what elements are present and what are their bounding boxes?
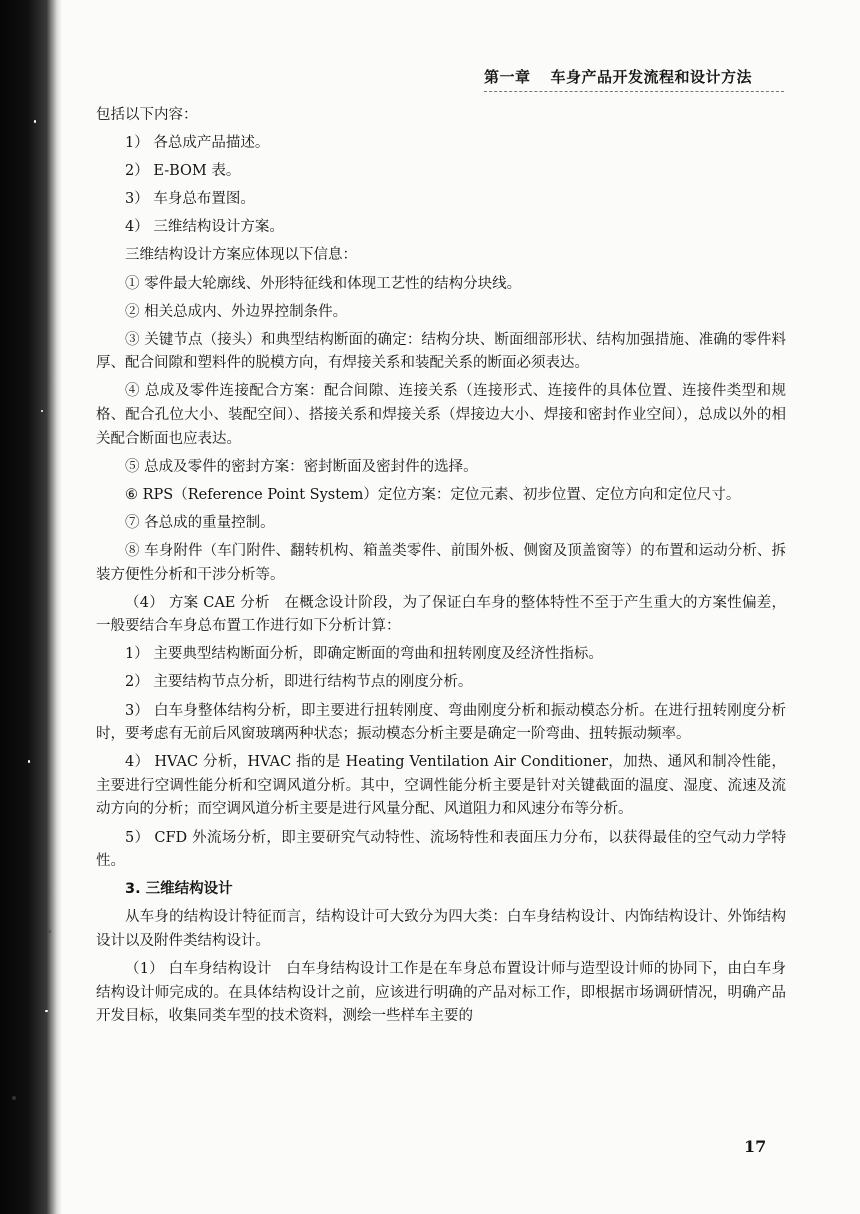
running-header	[484, 66, 784, 87]
page-body	[96, 104, 786, 1033]
paragraph: ⑧ 车身附件（车门附件、翻转机构、箱盖类零件、前围外板、侧窗及顶盖窗等）的布置和运动分析、拆装方便性分析和干涉分析等。	[96, 543, 786, 583]
chapter-title: 车身产品开发流程和设计方法	[550, 68, 753, 86]
scan-speck	[34, 120, 36, 123]
header-rule	[484, 91, 784, 92]
paragraph: 1） 各总成产品描述。	[125, 135, 270, 152]
page-number: 17	[744, 1137, 767, 1156]
paragraph: 2） 主要结构节点分析，即进行结构节点的刚度分析。	[125, 674, 473, 691]
scan-speck	[41, 410, 43, 412]
scan-speck	[48, 930, 51, 933]
chapter-label: 第一章	[484, 68, 531, 86]
paragraph: ③ 关键节点（接头）和典型结构断面的确定：结构分块、断面细部形状、结构加强措施、准确的零件料厚、配合间隙和塑料件的脱模方向，有焊接关系和装配关系的断面必须表达。	[96, 331, 786, 372]
paragraph: 4） HVAC 分析，HVAC 指的是 Heating Ventilation Air Conditioner，加热、通风和制冷性能，主要进行空调性能分析和空调风道分析。其中，空调性能分析主要是针对关键截面的温度、湿度、流速及流动方向的分析；而空调风道分析主要是进行风量分配、风道阻力和风速分布等分析。	[96, 754, 786, 818]
paragraph: 5） CFD 外流场分析，即主要研究气动特性、流场特性和表面压力分布，以获得最佳的空气动力学特性。	[96, 829, 786, 870]
paragraph: ② 相关总成内、外边界控制条件。	[125, 303, 348, 320]
paragraph: 4） 三维结构设计方案。	[125, 219, 284, 236]
paragraph: 从车身的结构设计特征而言，结构设计可大致分为四大类：白车身结构设计、内饰结构设计、外饰结构设计以及附件类结构设计。	[96, 909, 786, 949]
paragraph: ① 零件最大轮廓线、外形特征线和体现工艺性的结构分块线。	[125, 275, 522, 292]
paragraph: 1） 主要典型结构断面分析，即确定断面的弯曲和扭转刚度及经济性指标。	[125, 646, 603, 663]
paragraph: ⑤ 总成及零件的密封方案：密封断面及密封件的选择。	[125, 458, 478, 475]
scan-speck	[12, 1096, 16, 1100]
section-heading: 3. 三维结构设计	[125, 881, 233, 898]
paragraph: ⑦ 各总成的重量控制。	[125, 514, 275, 531]
paragraph: 2） E-BOM 表。	[125, 163, 241, 180]
paragraph: （4） 方案 CAE 分析 在概念设计阶段，为了保证白车身的整体特性不至于产生重大的方案性偏差，一般要结合车身总布置工作进行如下分析计算：	[96, 594, 786, 635]
scan-speck	[28, 760, 30, 763]
paragraph: ⑥ RPS（Reference Point System）定位方案：定位元素、初步位置、定位方向和定位尺寸。	[125, 486, 741, 503]
paragraph: ④ 总成及零件连接配合方案：配合间隙、连接关系（连接形式、连接件的具体位置、连接件类型和规格、配合孔位大小、装配空间）、搭接关系和焊接关系（焊接边大小、焊接和密封作业空间），总成以外的相关配合断面也应表达。	[96, 383, 786, 447]
paragraph: 3） 车身总布置图。	[125, 191, 255, 208]
scan-speck	[45, 1010, 48, 1012]
paragraph: 三维结构设计方案应体现以下信息：	[125, 247, 357, 264]
paragraph: （1） 白车身结构设计 白车身结构设计工作是在车身总布置设计师与造型设计师的协同下，由白车身结构设计师完成的。在具体结构设计之前，应该进行明确的产品对标工作，即根据市场调研情况，明确产品开发目标，收集同类车型的技术资料，测绘一些样车主要的	[96, 961, 786, 1025]
book-spine-shadow	[0, 0, 62, 1214]
paragraph: 3） 白车身整体结构分析，即主要进行扭转刚度、弯曲刚度分析和振动模态分析。在进行扭转刚度分析时，要考虑有无前后风窗玻璃两种状态；振动模态分析主要是确定一阶弯曲、扭转振动频率。	[96, 702, 786, 743]
paragraph: 包括以下内容：	[96, 107, 198, 123]
